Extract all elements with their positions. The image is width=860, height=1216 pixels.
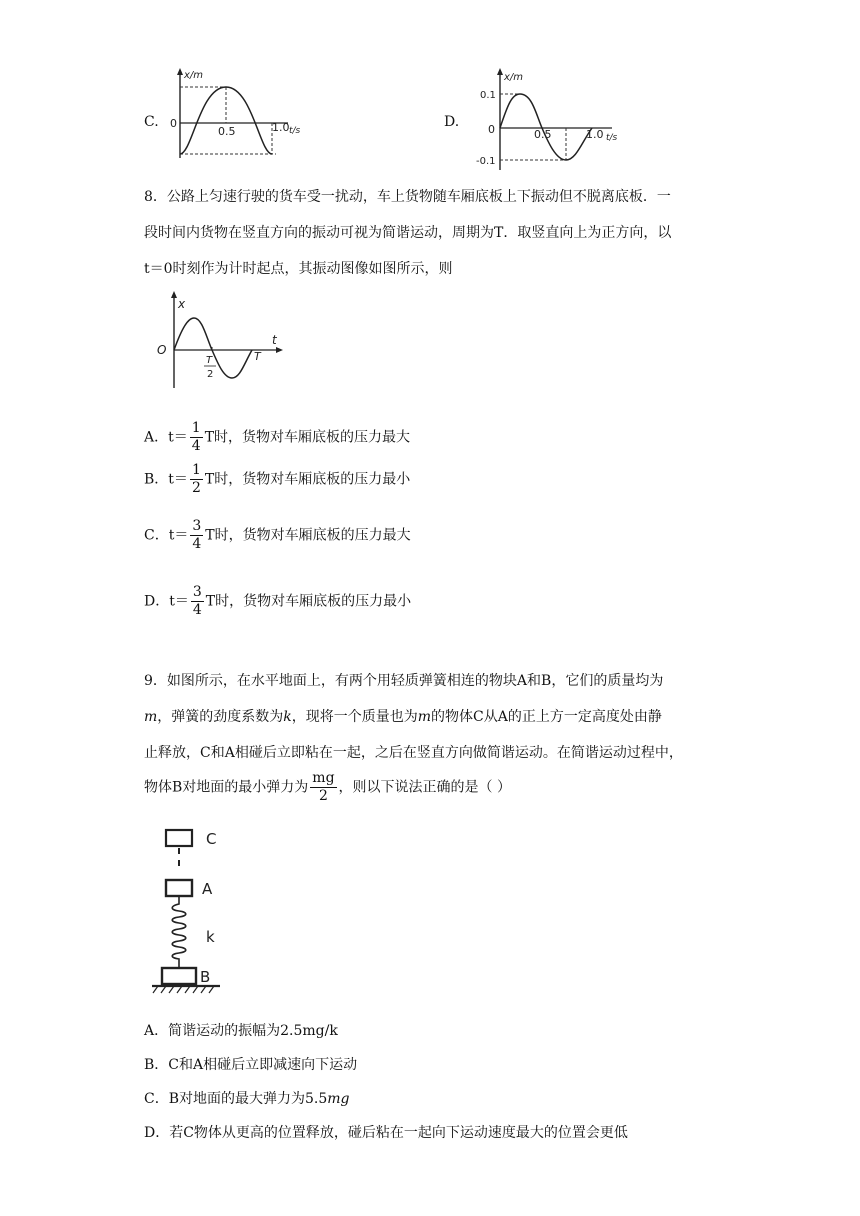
q8-line-3: t＝0时刻作为计时起点，其振动图像如图所示，则 [144,261,453,277]
q7-option-c-graph [168,66,308,166]
q8-tick-half-den: 2 [207,369,214,380]
q8-option-b: B．t＝ $\frac{1}{2}$ T时，货物对车厢底板的压力最小 [144,462,411,496]
block-c [166,830,192,846]
q8-option-a: A．t＝ $\frac{1}{4}$ T时，货物对车厢底板的压力最大 [144,420,411,454]
q9-line-4: 物体B对地面的最小弹力为 $\frac{mg}{2}$ ，则以下说法正确的是（ ） [144,770,511,804]
q7-option-d-graph [470,66,630,176]
label-k: k [206,928,215,946]
label-b: B [200,968,211,986]
q7-c-tick-half: 0.5 [218,125,236,138]
q8-line-2: 段时间内货物在竖直方向的振动可视为简谐运动，周期为T．取竖直向上为正方向，以 [144,225,672,241]
q7-d-y-bottom: -0.1 [476,156,496,167]
q7-c-ylabel: x/m [184,70,204,81]
q8-tick-T: T [254,350,261,363]
q9-option-c: C．B对地面的最大弹力为5.5mg [144,1091,350,1107]
q9-option-b: B．C和A相碰后立即减速向下运动 [144,1057,358,1073]
q9-line-3: 止释放，C和A相碰后立即粘在一起，之后在竖直方向做简谐运动。在简谐运动过程中， [144,745,683,761]
q8-text-1: 公路上匀速行驶的货车受一扰动，车上货物随车厢底板上下振动但不脱离底板．一 [166,189,671,205]
q8-xlabel: t [272,333,277,347]
q7-d-xlabel: t/s [606,133,618,143]
q9-option-a: A．简谐运动的振幅为2.5mg/k [144,1023,338,1039]
spring [172,896,186,968]
label-a: A [202,880,213,898]
block-a [166,880,192,896]
q8-origin: O [157,343,167,357]
q7-option-d-label: D. [444,114,460,130]
q7-d-tick-one: 1.0 [586,128,604,141]
q7-option-c-label: C. [144,114,159,130]
q7-d-origin: 0 [488,123,495,136]
q7-c-origin: 0 [170,117,177,130]
label-c: C [206,830,217,848]
block-b [162,968,196,984]
q7-d-ylabel: x/m [504,72,524,83]
q7-d-tick-half: 0.5 [534,128,552,141]
q8-graph [148,288,288,392]
q7-c-tick-one: 1.0 [272,121,290,134]
q7-d-curve [500,94,592,160]
q8-ylabel: x [178,297,186,311]
q9-line-2: m，弹簧的劲度系数为k，现将一个质量也为m的物体C从A的正上方一定高度处由静 [144,709,662,725]
q8-line-1 [144,186,671,206]
q9-option-d: D．若C物体从更高的位置释放，碰后粘在一起向下运动速度最大的位置会更低 [144,1125,628,1141]
q9-number: 9． [144,673,167,689]
q8-option-d: D．t＝ $\frac{3}{4}$ T时，货物对车厢底板的压力最小 [144,584,412,618]
q9-line-1: 9．如图所示，在水平地面上，有两个用轻质弹簧相连的物块A和B，它们的质量均为 [144,673,664,689]
q9-spring-figure [148,820,258,1000]
q8-number: 8． [144,189,167,205]
q8-tick-half-num: T [206,355,213,366]
q7-c-xlabel: t/s [289,126,301,136]
q7-d-y-top: 0.1 [480,90,496,101]
q8-option-c: C．t＝ $\frac{3}{4}$ T时，货物对车厢底板的压力最大 [144,518,411,552]
